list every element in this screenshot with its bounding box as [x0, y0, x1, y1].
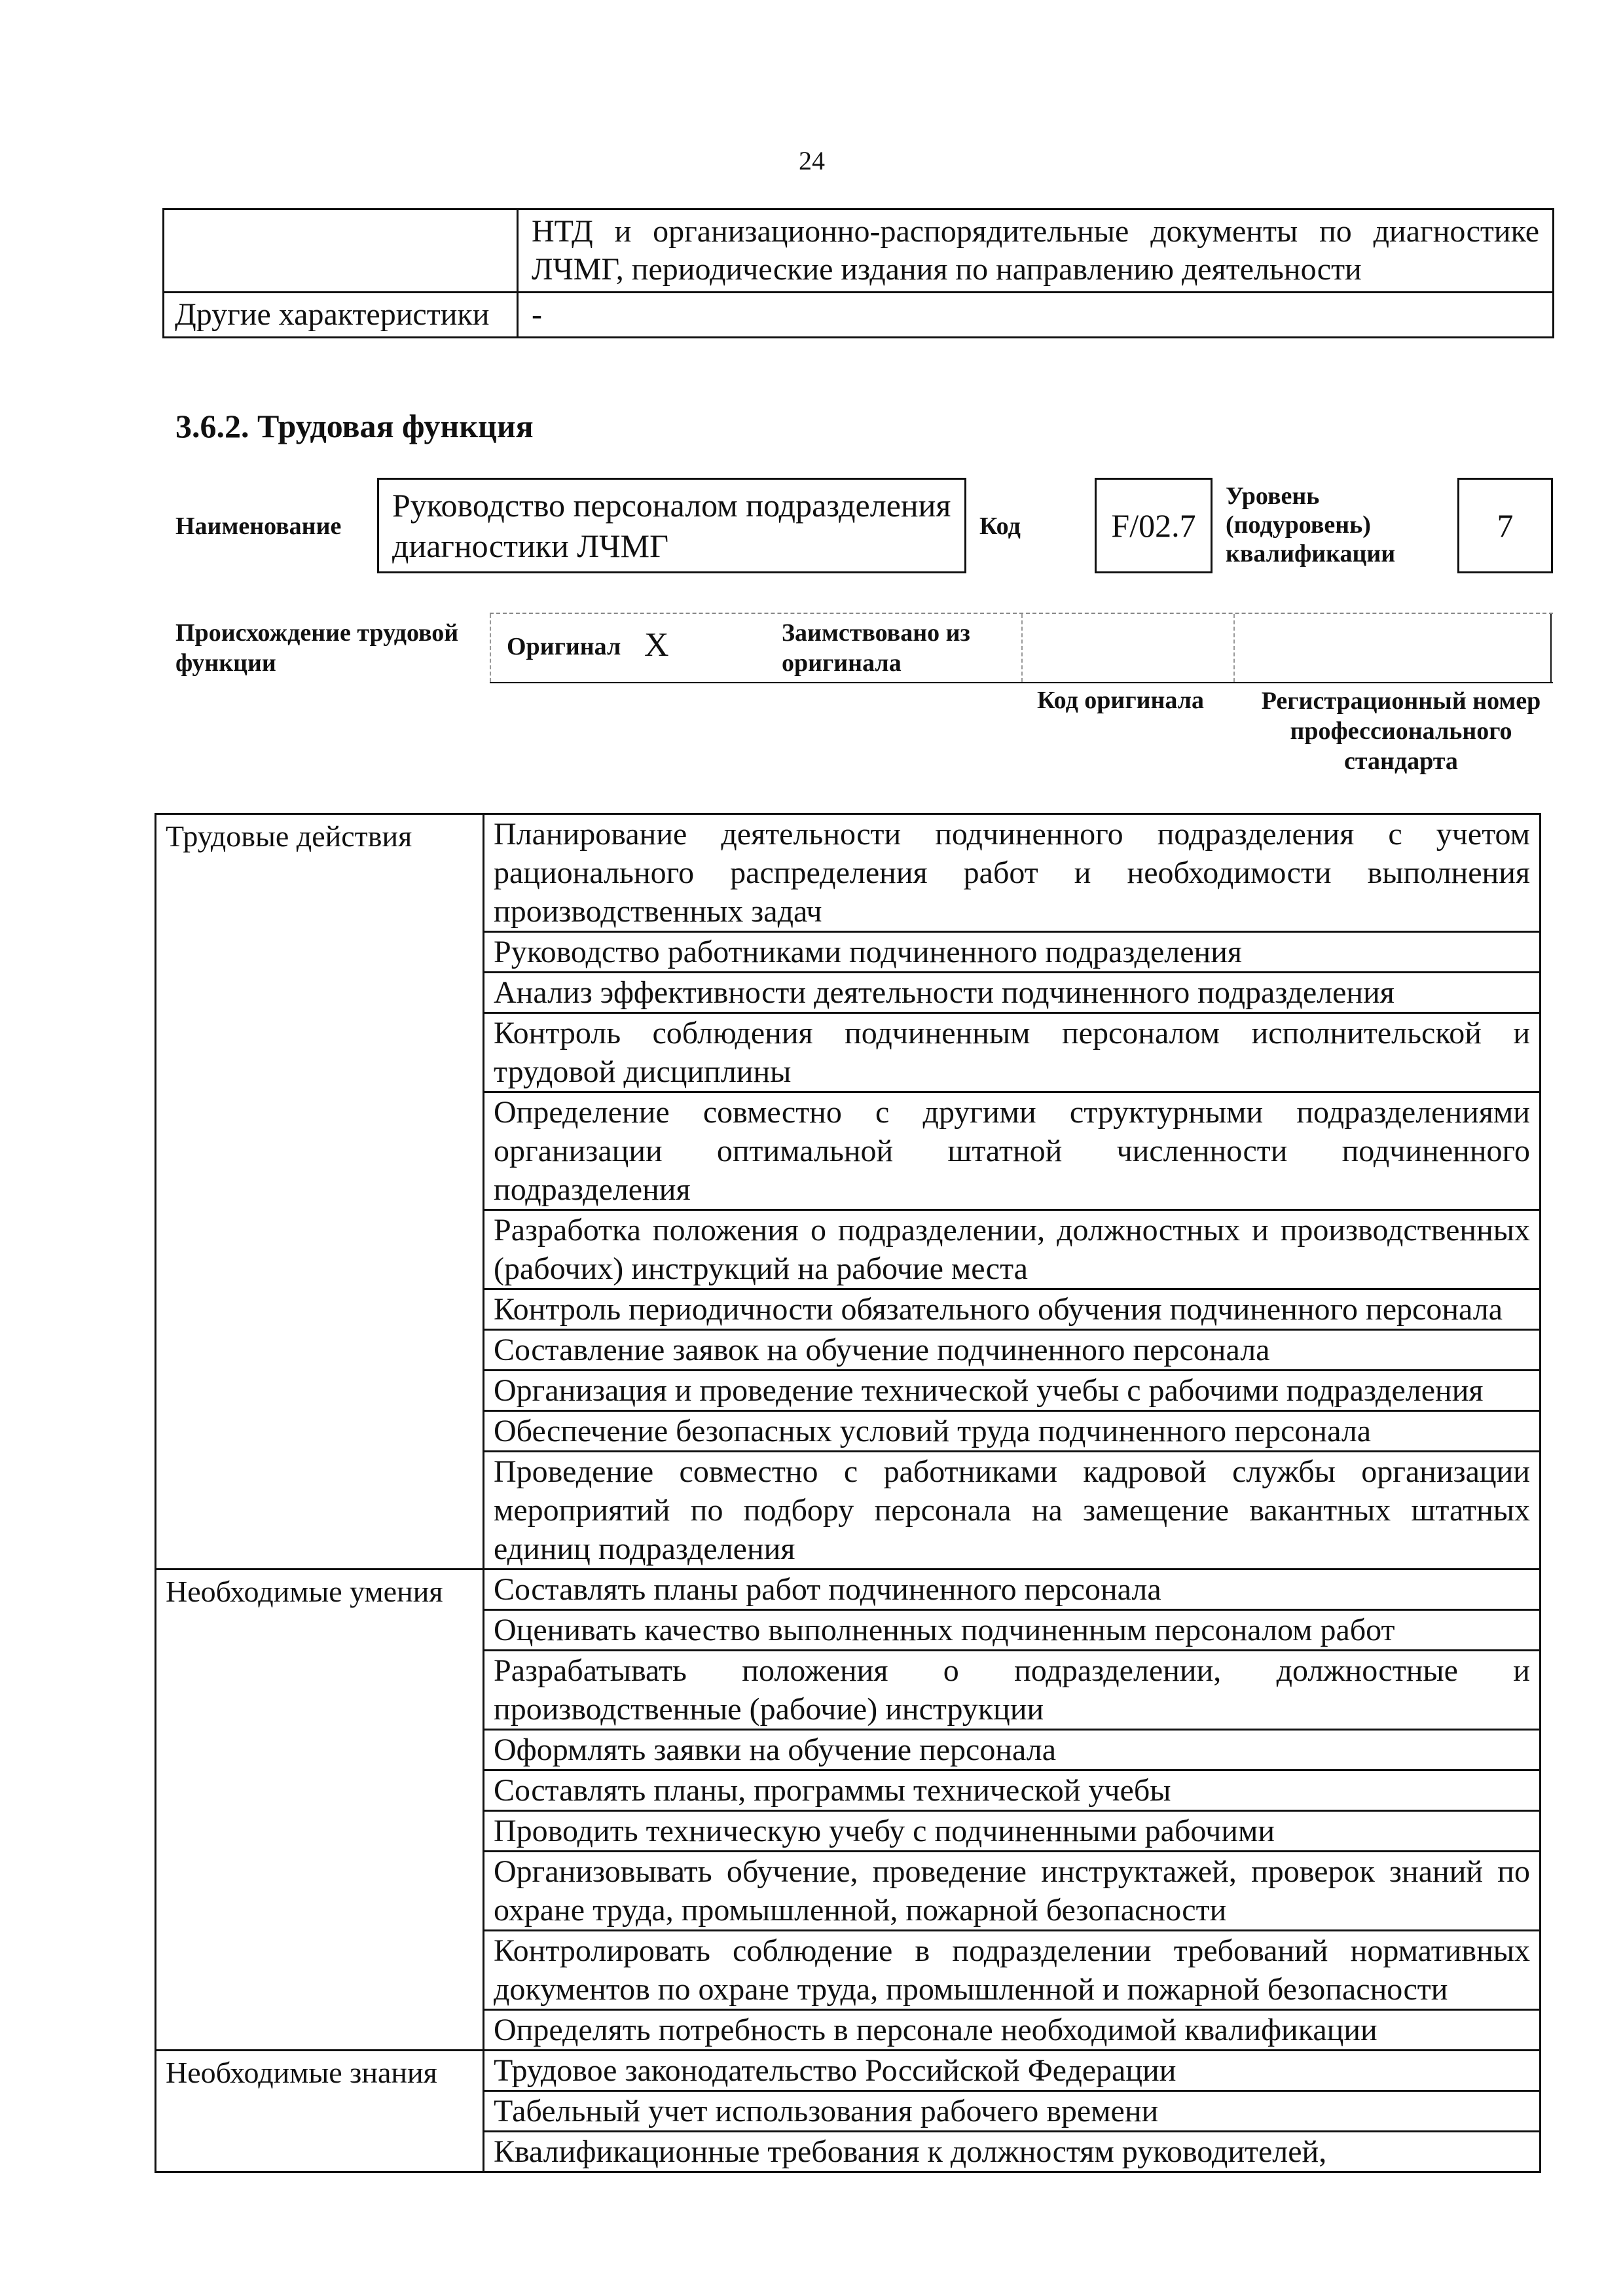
list-item: Контроль периодичности обязательного обучения подчиненного персонала — [484, 1289, 1541, 1330]
details-body — [156, 814, 1541, 2172]
divider — [1233, 614, 1235, 682]
divider — [1550, 614, 1552, 682]
section-label: Необходимые знания — [156, 2051, 484, 2172]
list-item: Планирование деятельности подчиненного подразделения с учетом рационального распределения работ и необходимости выполнения производственных задач — [484, 814, 1541, 932]
list-item: Составление заявок на обучение подчиненного персонала — [484, 1330, 1541, 1371]
list-item: Организация и проведение технической учебы с рабочими подразделения — [484, 1371, 1541, 1411]
other-characteristics-table — [162, 208, 1554, 338]
table-row — [156, 2051, 1541, 2091]
list-item: Квалификационные требования к должностям руководителей, — [484, 2132, 1541, 2172]
list-item: Составлять планы работ подчиненного персонала — [484, 1570, 1541, 1610]
level-box: 7 — [1457, 478, 1553, 573]
code-label: Код — [979, 512, 1021, 540]
original-mark: X — [644, 626, 669, 664]
list-item: Руководство работниками подчиненного подразделения — [484, 932, 1541, 973]
row-value: НТД и организационно-распорядительные документы по диагностике ЛЧМГ, периодические издания по направлению деятельности — [518, 209, 1554, 293]
list-item: Проведение совместно с работниками кадровой службы организации мероприятий по подбору персонала на замещение вакантных штатных единиц подразделения — [484, 1452, 1541, 1570]
list-item: Разрабатывать положения о подразделении, должностные и производственные (рабочие) инструкции — [484, 1651, 1541, 1730]
list-item: Оформлять заявки на обучение персонала — [484, 1730, 1541, 1770]
reg-number-label: Регистрационный номер профессионального стандарта — [1261, 687, 1541, 775]
list-item: Анализ эффективности деятельности подчиненного подразделения — [484, 973, 1541, 1013]
list-item: Проводить техническую учебу с подчиненными рабочими — [484, 1811, 1541, 1852]
code-original-label: Код оригинала — [1037, 687, 1205, 714]
list-item: Оценивать качество выполненных подчиненным персоналом работ — [484, 1610, 1541, 1651]
page-number: 24 — [799, 146, 825, 175]
list-item: Контроль соблюдения подчиненным персоналом исполнительской и трудовой дисциплины — [484, 1013, 1541, 1092]
table-row — [164, 209, 1554, 293]
divider — [1021, 614, 1023, 682]
list-item: Организовывать обучение, проведение инструктажей, проверок знаний по охране труда, промышленной, пожарной безопасности — [484, 1852, 1541, 1931]
row-label: Другие характеристики — [164, 293, 518, 338]
list-item: Трудовое законодательство Российской Федерации — [484, 2051, 1541, 2091]
table-row — [156, 1570, 1541, 1610]
list-item: Составлять планы, программы технической учебы — [484, 1770, 1541, 1811]
function-details-table — [155, 813, 1541, 2173]
borrowed-label: Заимствовано из оригинала — [782, 619, 970, 677]
row-label — [164, 209, 518, 293]
list-item: Контролировать соблюдение в подразделении требований нормативных документов по охране труда, промышленной и пожарной безопасности — [484, 1931, 1541, 2010]
function-name-box: Руководство персоналом подразделения диагностики ЛЧМГ — [377, 478, 966, 573]
list-item: Определять потребность в персонале необходимой квалификации — [484, 2010, 1541, 2051]
list-item: Разработка положения о подразделении, должностных и производственных (рабочих) инструкций на рабочие места — [484, 1210, 1541, 1289]
divider — [490, 614, 491, 682]
origin-label: Происхождение трудовой функции — [175, 619, 459, 677]
section-label: Необходимые умения — [156, 1570, 484, 2051]
table-row — [156, 814, 1541, 932]
section-title: 3.6.2. Трудовая функция — [175, 408, 534, 444]
list-item: Табельный учет использования рабочего времени — [484, 2091, 1541, 2132]
list-item: Обеспечение безопасных условий труда подчиненного персонала — [484, 1411, 1541, 1452]
name-label: Наименование — [175, 512, 342, 540]
section-label: Трудовые действия — [156, 814, 484, 1570]
code-box: F/02.7 — [1095, 478, 1213, 573]
level-label: Уровень (подуровень) квалификации — [1226, 482, 1396, 567]
row-value: - — [518, 293, 1554, 338]
list-item: Определение совместно с другими структурными подразделениями организации оптимальной штатной численности подчиненного подразделения — [484, 1092, 1541, 1210]
table-row — [164, 293, 1554, 338]
original-label: Оригинал — [507, 633, 621, 660]
